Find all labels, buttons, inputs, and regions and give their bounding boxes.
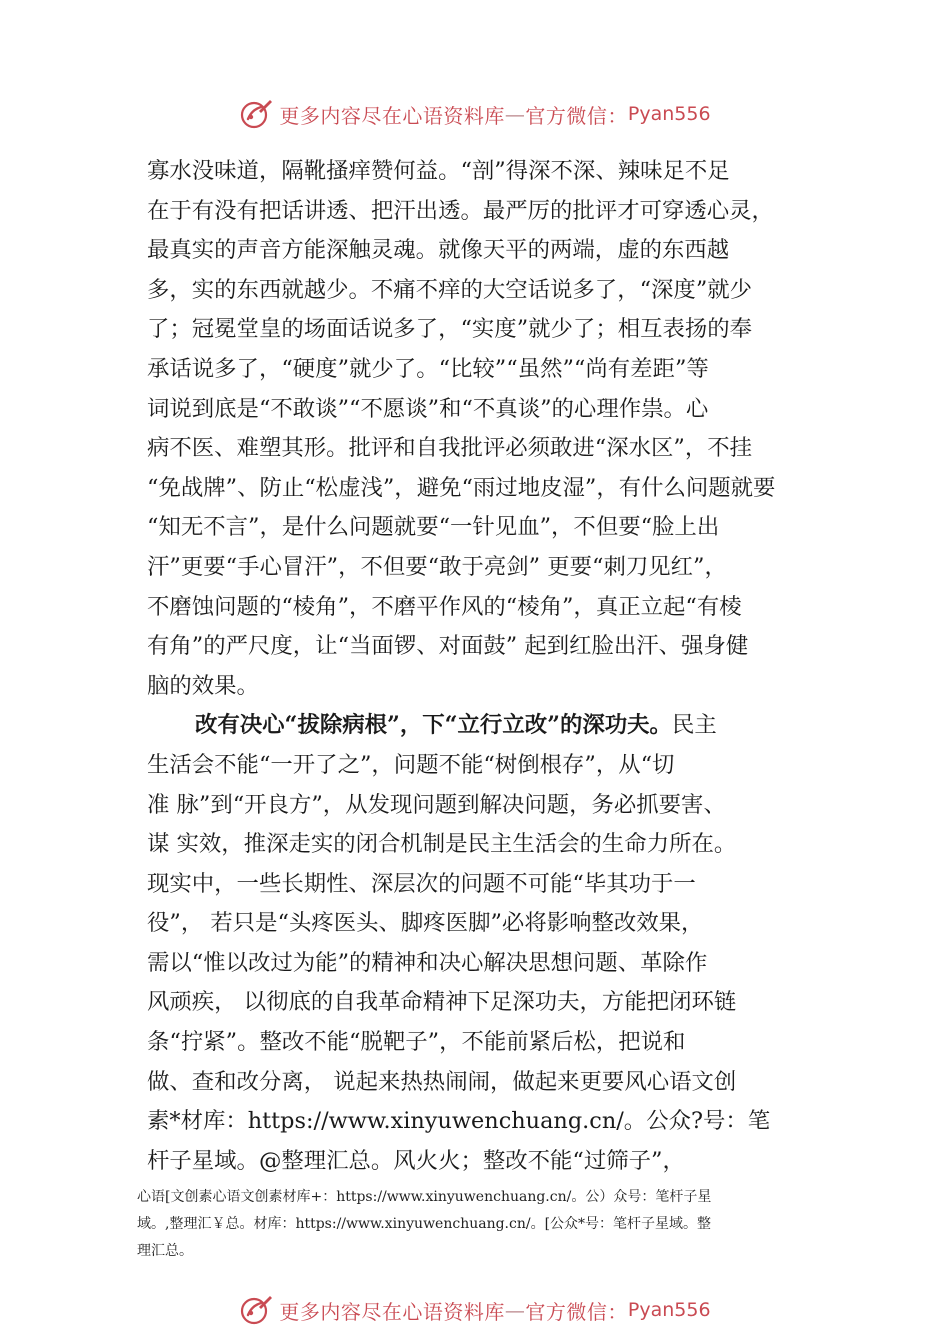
banner-title: 更多内容尽在心语资料库	[279, 103, 505, 128]
footnote-line: 心语[文创素心语文创素材库+：https://www.xinyuwenchuang.cn/。公）众号：笔杆子星	[137, 1189, 712, 1205]
text-line: 需以“惟以改过为能”的精神和决心解决思想问题、革除作	[147, 949, 708, 976]
banner-wechat-id: Pyan556	[627, 103, 711, 125]
text-line: 做、查和改分离， 说起来热热闹闹，做起来更要风心语文创	[147, 1068, 737, 1095]
text-line: 了；冠冕堂皇的场面话说多了，“实度”就少了；相互表扬的奉	[147, 316, 753, 343]
text-line: 杆子星域。@整理汇总。风火火；整改不能“过筛子”，	[147, 1147, 685, 1174]
text-line: “免战牌”、防止“松虚浅”，避免“雨过地皮湿”，有什么问题就要	[147, 474, 776, 501]
banner-wechat-label: 官方微信：	[525, 103, 628, 128]
text-line: 准 脉”到“开良方”，从发现问题到解决问题，务必抓要害、	[147, 791, 726, 818]
text-line: 寡水没味道，隔靴搔痒赞何益。“剖”得深不深、辣味足不足	[147, 158, 730, 184]
text-line: 风顽疾， 以彻底的自我革命精神下足深功夫，方能把闭环链	[147, 989, 737, 1016]
header-banner	[0, 94, 950, 134]
banner-dash: —	[504, 1298, 526, 1322]
brush-logo-icon	[239, 97, 273, 131]
banner-wechat-id: Pyan556	[627, 1299, 711, 1321]
text-line: 役”， 若只是“头疼医头、脚疼医脚”必将影响整改效果，	[147, 910, 704, 937]
text-line: 多，实的东西就越少。不痛不痒的大空话说多了，“深度”就少	[147, 276, 753, 303]
text-line: 生活会不能“一开了之”，问题不能“树倒根存”，从“切	[147, 751, 675, 778]
text-line: 脑的效果。	[147, 672, 259, 699]
text-line: “知无不言”，是什么问题就要“一针见血”，不但要“脸上出	[147, 514, 720, 541]
footnote-line: 理汇总。	[137, 1243, 193, 1259]
paragraph-2-first-line	[147, 706, 833, 746]
text-line: 有角”的严尺度，让“当面锣、对面鼓” 起到红脸出汗、强身健	[147, 633, 749, 660]
text-line: 不磨蚀问题的“棱角”，不磨平作风的“棱角”，真正立起“有棱	[147, 593, 742, 620]
footnote-line: 域。,整理汇￥总。材库：https://www.xinyuwenchuang.cn/。[公众*号：笔杆子星域。整	[137, 1216, 712, 1232]
banner-dash: —	[504, 102, 526, 126]
text-line: 词说到底是“不敢谈”“不愿谈”和“不真谈”的心理作祟。心	[147, 395, 709, 422]
text-line: 最真实的声音方能深触灵魂。就像天平的两端，虚的东西越	[147, 237, 730, 264]
text-line: 病不医、难塑其形。批评和自我批评必须敢进“深水区”，不挂	[147, 435, 753, 462]
text-line: 汗”更要“手心冒汗”，不但要“敢于亮剑” 更要“刺刀见红”，	[147, 553, 727, 580]
text-line: 谋 实效，推深走实的闭合机制是民主生活会的生命力所在。	[147, 831, 737, 858]
text-line: 现实中，一些长期性、深层次的问题不可能“毕其功于一	[147, 870, 696, 897]
text-line: 承话说多了，“硬度”就少了。“比较”“虽然”“尚有差距”等	[147, 355, 709, 382]
banner-title: 更多内容尽在心语资料库	[279, 1299, 505, 1324]
text-line: 素*材库：https://www.xinyuwenchuang.cn/。公众?号：笔	[147, 1108, 771, 1135]
paragraph-2-heading: 改有决心“拔除病根”，下“立行立改”的深功夫。	[195, 712, 672, 739]
article-body	[147, 152, 833, 1181]
text-line: 在于有没有把话讲透、把汗出透。最严厉的批评才可穿透心灵，	[147, 197, 774, 224]
paragraph-2-first-tail: 民主	[671, 712, 717, 739]
footer-banner	[0, 1290, 950, 1330]
brush-logo-icon	[239, 1293, 273, 1327]
footnote	[137, 1184, 837, 1265]
banner-wechat-label: 官方微信：	[525, 1299, 628, 1324]
text-line: 条“拧紧”。整改不能“脱靶子”，不能前紧后松，把说和	[147, 1029, 686, 1056]
